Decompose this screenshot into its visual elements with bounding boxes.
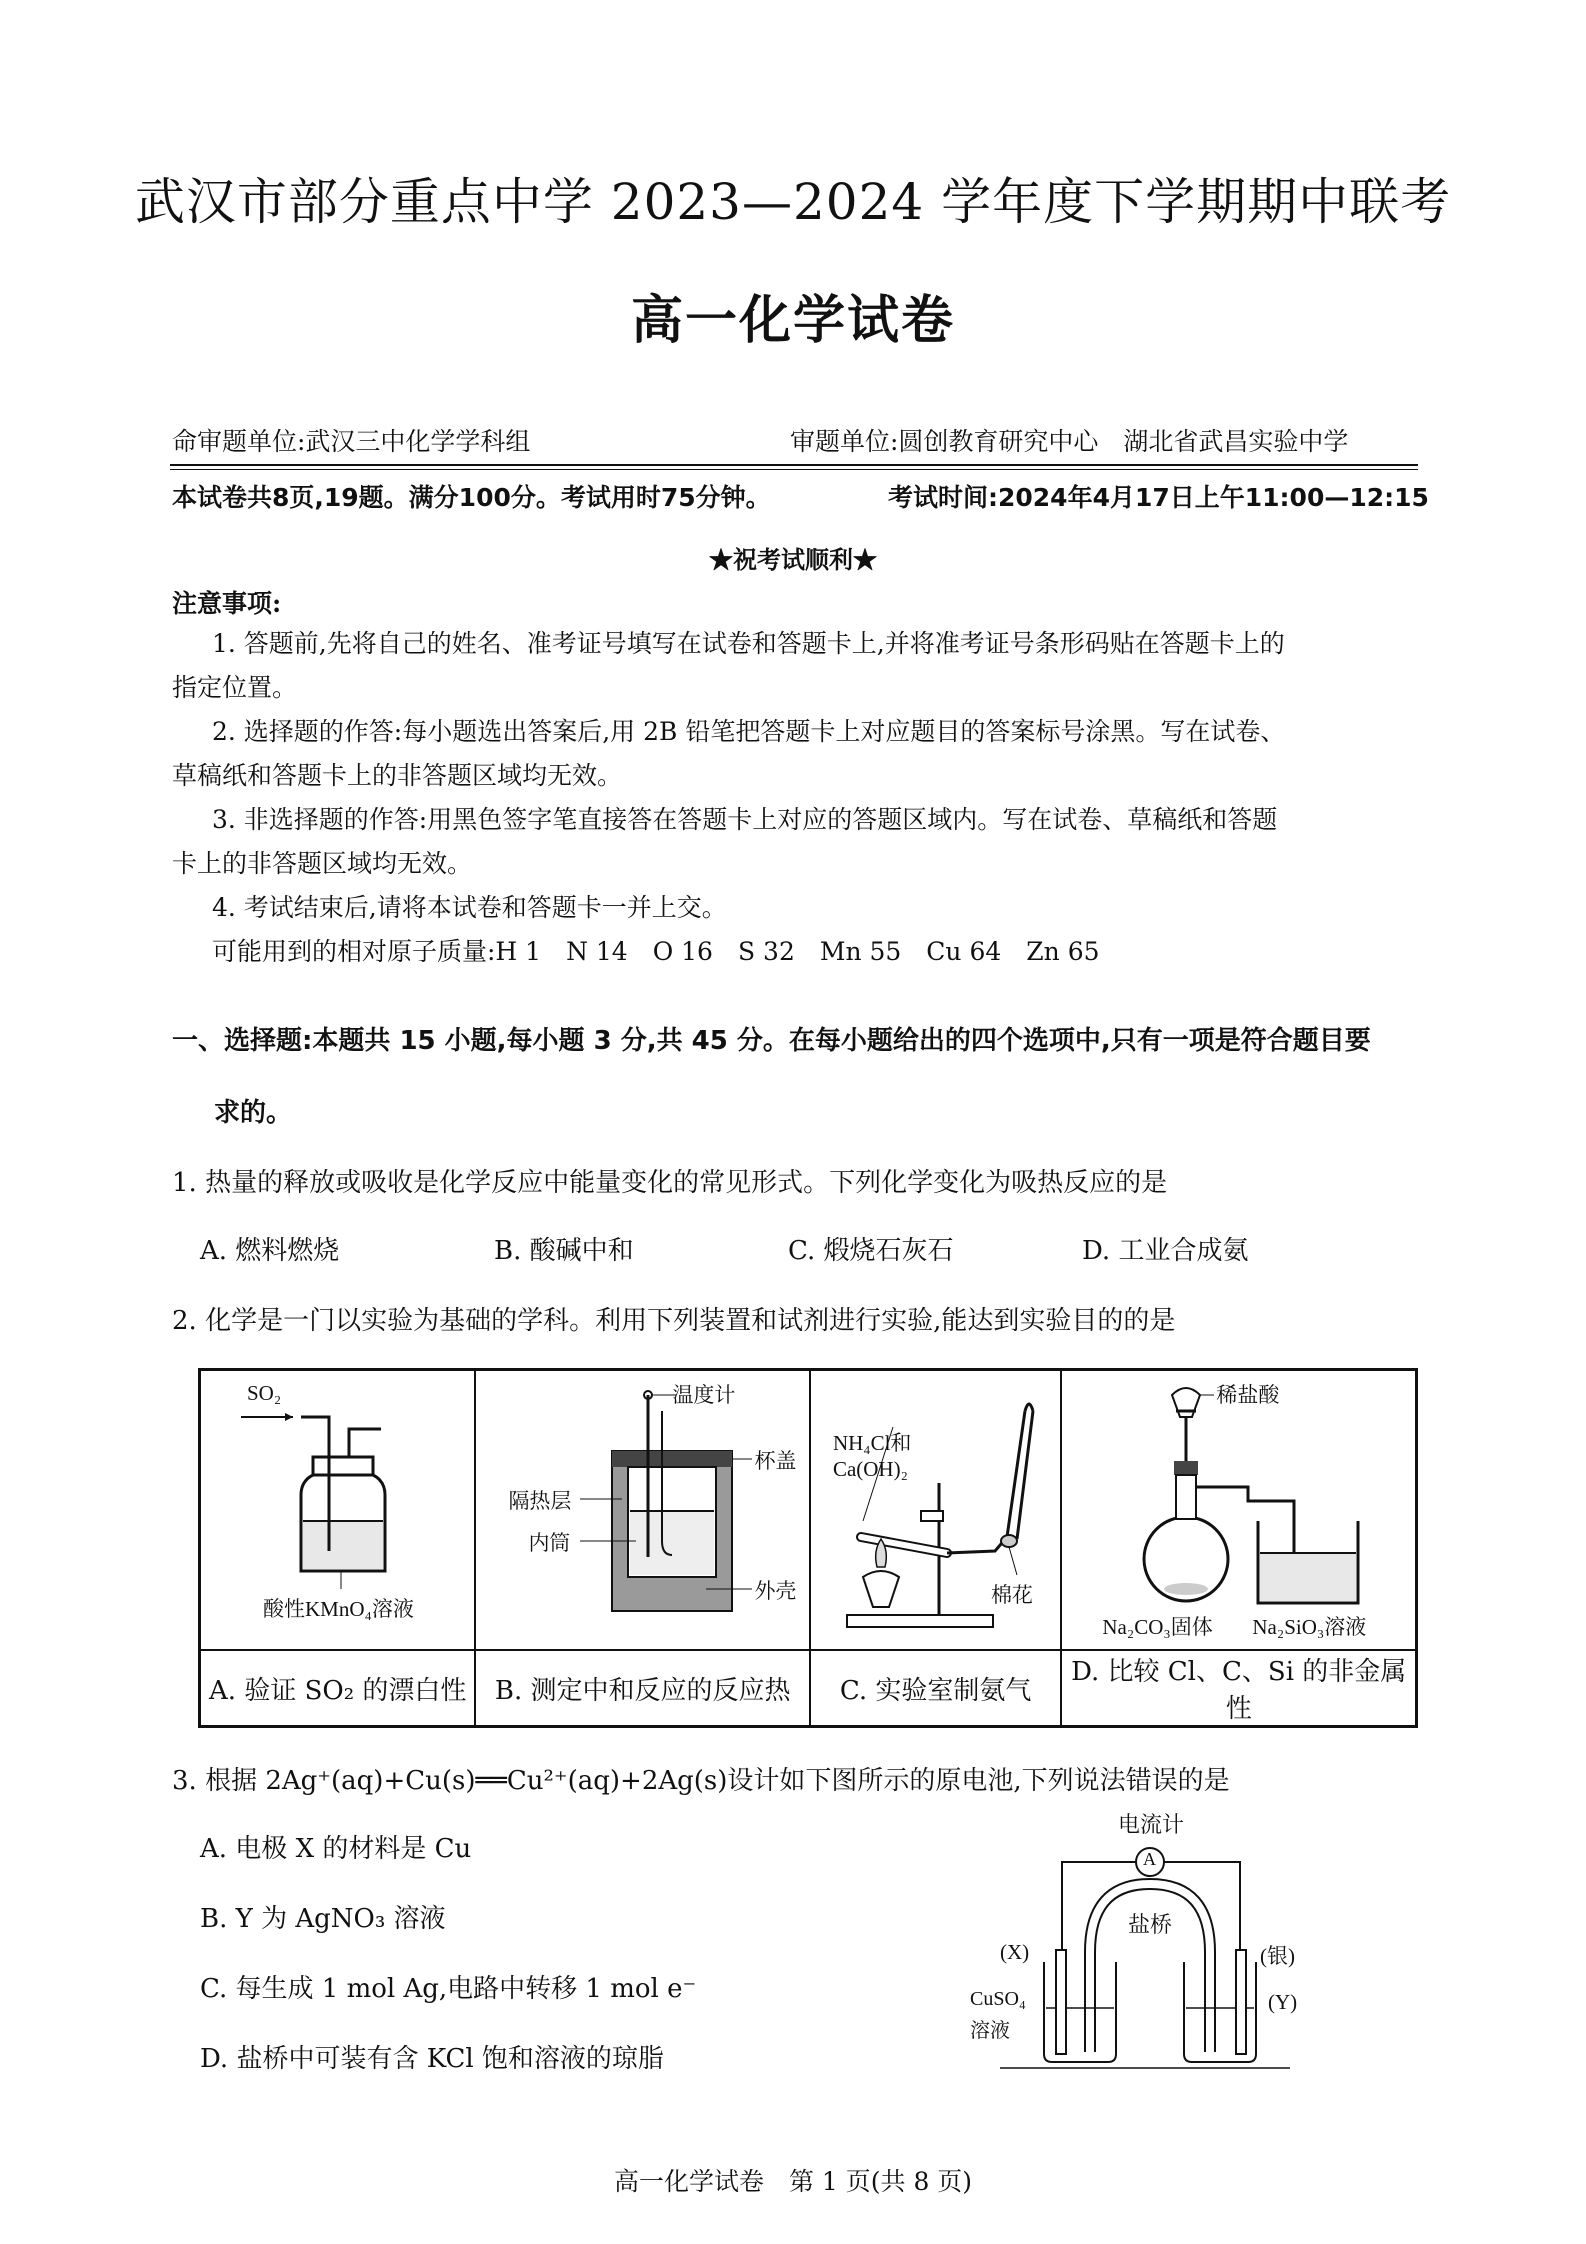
notice-item-2: 2. 选择题的作答:每小题选出答案后,用 2B 铅笔把答题卡上对应题目的答案标号涂黑。写在试卷、 bbox=[212, 717, 1286, 746]
label-solution: 溶液 bbox=[970, 2020, 1010, 2042]
notice-item-1: 1. 答题前,先将自己的姓名、准考证号填写在试卷和答题卡上,并将准考证号条形码贴在答题卡上的 bbox=[212, 629, 1285, 658]
label-ammeter: 电流计 bbox=[1118, 1812, 1185, 1837]
label-lid: 杯盖 bbox=[754, 1449, 797, 1473]
exam-subtitle: 高一化学试卷 bbox=[630, 290, 955, 351]
ammeter-icon: A bbox=[1143, 1849, 1156, 1869]
label-insulation: 隔热层 bbox=[508, 1489, 572, 1513]
galvanic-cell-figure bbox=[960, 1812, 1330, 2072]
label-silver-electrode: (银) bbox=[1260, 1944, 1295, 1968]
header-rule bbox=[170, 464, 1418, 466]
page-footer: 高一化学试卷 第 1 页(共 8 页) bbox=[613, 2167, 973, 2196]
q1-option-b: B. 酸碱中和 bbox=[494, 1236, 634, 1266]
header-rule-thin bbox=[170, 469, 1418, 470]
label-thermometer: 温度计 bbox=[672, 1383, 736, 1407]
apparatus-b bbox=[475, 1370, 810, 1651]
exam-info: 本试卷共8页,19题。满分100分。考试用时75分钟。 bbox=[172, 483, 771, 512]
q3-option-d: D. 盐桥中可装有含 KCl 饱和溶液的琼脂 bbox=[200, 2044, 664, 2074]
label-inner-cup: 内筒 bbox=[528, 1531, 571, 1555]
q1-option-d: D. 工业合成氨 bbox=[1082, 1236, 1249, 1266]
exam-time: 考试时间:2024年4月17日上午11:00—12:15 bbox=[888, 483, 1429, 512]
q1-option-c: C. 煅烧石灰石 bbox=[788, 1236, 954, 1266]
label-outer-shell: 外壳 bbox=[754, 1579, 797, 1603]
caption-c: C. 实验室制氨气 bbox=[810, 1650, 1061, 1727]
label-nh4cl: NH₄Cl和 bbox=[832, 1431, 912, 1455]
notice-item-4: 4. 考试结束后,请将本试卷和答题卡一并上交。 bbox=[212, 893, 727, 922]
label-cuso4: CuSO₄ bbox=[970, 1988, 1026, 2010]
caption-a: A. 验证 SO₂ 的漂白性 bbox=[200, 1650, 476, 1727]
section-1-heading: 一、选择题:本题共 15 小题,每小题 3 分,共 45 分。在每小题给出的四个选项中,只有一项是符合题目要 bbox=[172, 1026, 1371, 1056]
exam-title: 武汉市部分重点中学 2023—2024 学年度下学期期中联考 bbox=[134, 173, 1452, 231]
notice-item-3-cont: 卡上的非答题区域均无效。 bbox=[172, 849, 473, 878]
label-cotton: 棉花 bbox=[990, 1583, 1033, 1607]
nonmetal-comparison-diagram bbox=[1062, 1371, 1418, 1649]
label-solution-y: (Y) bbox=[1268, 1990, 1298, 2014]
notice-item-3: 3. 非选择题的作答:用黑色签字笔直接答在答题卡上对应的答题区域内。写在试卷、草稿纸和答题 bbox=[212, 805, 1278, 834]
label-hcl: 稀盐酸 bbox=[1216, 1383, 1280, 1407]
label-electrode-x: (X) bbox=[1000, 1940, 1030, 1964]
q1-option-a: A. 燃料燃烧 bbox=[200, 1236, 340, 1266]
label-so2: SO₂ bbox=[247, 1381, 282, 1405]
label-na2co3: Na₂CO₃固体 bbox=[1102, 1615, 1213, 1639]
q3-option-b: B. Y 为 AgNO₃ 溶液 bbox=[200, 1904, 446, 1934]
notice-item-2-cont: 草稿纸和答题卡上的非答题区域均无效。 bbox=[172, 761, 623, 790]
experiment-table bbox=[198, 1368, 1418, 1728]
notice-item-1-cont: 指定位置。 bbox=[172, 673, 298, 702]
notice-heading: 注意事项: bbox=[172, 589, 282, 618]
label-kmno4: 酸性KMnO₄溶液 bbox=[263, 1597, 414, 1621]
q3-option-c: C. 每生成 1 mol Ag,电路中转移 1 mol e⁻ bbox=[200, 1974, 697, 2004]
question-1-stem: 1. 热量的释放或吸收是化学反应中能量变化的常见形式。下列化学变化为吸热反应的是 bbox=[172, 1168, 1168, 1198]
apparatus-a bbox=[200, 1370, 476, 1651]
label-salt-bridge: 盐桥 bbox=[1128, 1912, 1173, 1937]
label-na2sio3: Na₂SiO₃溶液 bbox=[1252, 1615, 1367, 1639]
author-unit: 命审题单位:武汉三中化学学科组 bbox=[172, 427, 531, 456]
good-luck-banner: ★祝考试顺利★ bbox=[709, 545, 877, 574]
atomic-masses: 可能用到的相对原子质量:H 1 N 14 O 16 S 32 Mn 55 Cu 64 Zn 65 bbox=[212, 937, 1100, 966]
apparatus-c bbox=[810, 1370, 1061, 1651]
question-3-stem: 3. 根据 2Ag⁺(aq)+Cu(s)══Cu²⁺(aq)+2Ag(s)设计如下图所示的原电池,下列说法错误的是 bbox=[172, 1766, 1230, 1796]
q3-option-a: A. 电极 X 的材料是 Cu bbox=[200, 1834, 472, 1864]
caption-b: B. 测定中和反应的反应热 bbox=[475, 1650, 810, 1727]
apparatus-d bbox=[1061, 1370, 1416, 1651]
label-caoh2: Ca(OH)₂ bbox=[832, 1457, 908, 1481]
review-unit: 审题单位:圆创教育研究中心 湖北省武昌实验中学 bbox=[790, 427, 1349, 456]
question-2-stem: 2. 化学是一门以实验为基础的学科。利用下列装置和试剂进行实验,能达到实验目的的是 bbox=[172, 1306, 1176, 1336]
section-1-heading-cont: 求的。 bbox=[214, 1098, 293, 1128]
caption-d: D. 比较 Cl、C、Si 的非金属性 bbox=[1061, 1650, 1416, 1727]
